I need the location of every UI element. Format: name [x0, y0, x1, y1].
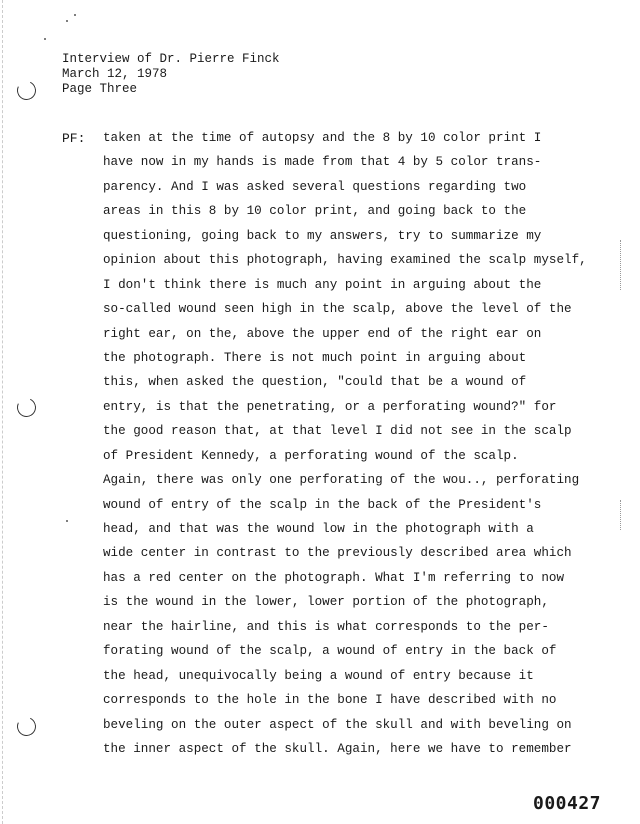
text-line: has a red center on the photograph. What I'm referring to now	[103, 570, 565, 585]
text-line: this, when asked the question, "could that be a wound of	[103, 375, 527, 390]
scan-speck	[66, 520, 68, 522]
text-line: near the hairline, and this is what corresponds to the per-	[103, 619, 549, 634]
text-line: I don't think there is much any point in arguing about the	[103, 277, 542, 292]
text-line: areas in this 8 by 10 color print, and going back to the	[103, 204, 527, 219]
text-line: parency. And I was asked several questions regarding two	[103, 179, 527, 194]
text-line: have now in my hands is made from that 4 by 5 color trans-	[103, 155, 542, 170]
scan-edge	[2, 0, 6, 824]
scan-edge-mark	[620, 500, 629, 530]
scan-edge-mark	[620, 240, 629, 290]
document-number: 000427	[533, 793, 602, 814]
text-line: beveling on the outer aspect of the skull and with beveling on	[103, 717, 572, 732]
transcript-body	[103, 131, 603, 766]
header-date: March 12, 1978	[62, 67, 168, 81]
header-title: Interview of Dr. Pierre Finck	[62, 52, 280, 66]
scan-speck	[74, 14, 76, 16]
text-line: wide center in contrast to the previously described area which	[103, 546, 572, 561]
header-page-number: Page Three	[62, 82, 138, 96]
text-line: questioning, going back to my answers, try to summarize my	[103, 228, 542, 243]
text-line: Again, there was only one perforating of the wou.., perforating	[103, 473, 580, 488]
text-line: so-called wound seen high in the scalp, above the level of the	[103, 302, 572, 317]
punch-hole-icon	[14, 78, 38, 102]
page-header	[62, 52, 280, 97]
scan-speck	[66, 20, 68, 22]
text-line: of President Kennedy, a perforating wound of the scalp.	[103, 448, 519, 463]
text-line: the inner aspect of the skull. Again, here we have to remember	[103, 741, 572, 756]
text-line: the photograph. There is not much point in arguing about	[103, 350, 527, 365]
text-line: opinion about this photograph, having examined the scalp myself,	[103, 253, 587, 268]
text-line: wound of entry of the scalp in the back of the President's	[103, 497, 542, 512]
scan-speck	[44, 38, 46, 40]
text-line: head, and that was the wound low in the photograph with a	[103, 522, 534, 536]
speaker-label: PF:	[62, 131, 86, 146]
text-line: the good reason that, at that level I did not see in the scalp	[103, 424, 572, 439]
punch-hole-icon	[14, 714, 38, 738]
text-line: forating wound of the scalp, a wound of entry in the back of	[103, 644, 557, 659]
punch-hole-icon	[14, 395, 38, 419]
text-line: right ear, on the, above the upper end of the right ear on	[103, 326, 542, 341]
text-line: the head, unequivocally being a wound of entry because it	[103, 668, 534, 683]
text-line: corresponds to the hole in the bone I have described with no	[103, 693, 557, 708]
text-line: is the wound in the lower, lower portion of the photograph,	[103, 595, 549, 610]
text-line: entry, is that the penetrating, or a perforating wound?" for	[103, 399, 557, 414]
text-line: taken at the time of autopsy and the 8 by 10 color print I	[103, 131, 542, 145]
